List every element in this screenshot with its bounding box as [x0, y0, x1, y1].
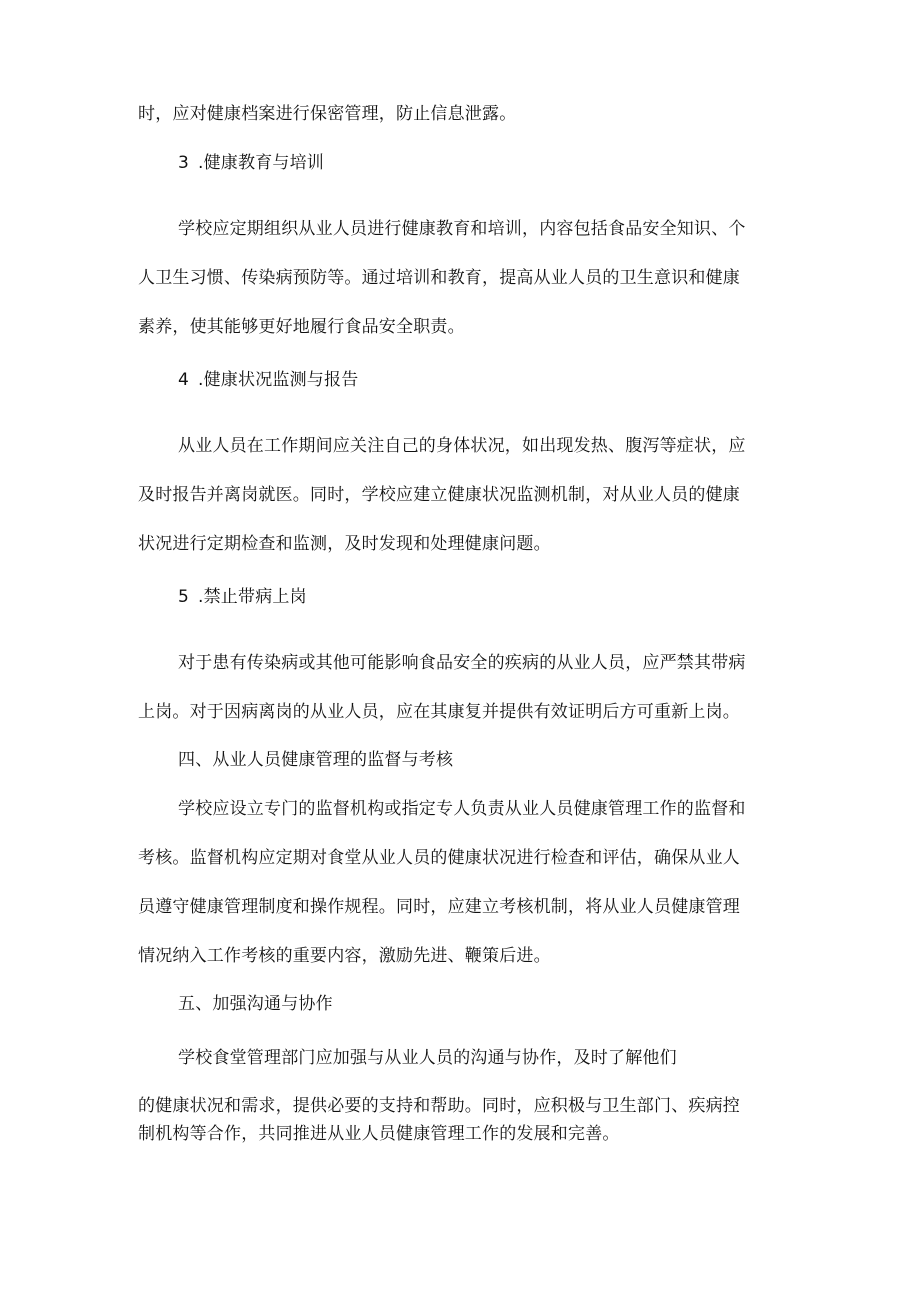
- paragraph-line: 对于患有传染病或其他可能影响食品安全的疾病的从业人员，应严禁其带病: [178, 653, 746, 673]
- paragraph-line: 人卫生习惯、传染病预防等。通过培训和教育，提高从业人员的卫生意识和健康: [138, 268, 740, 288]
- paragraph-line: 时，应对健康档案进行保密管理，防止信息泄露。: [138, 104, 517, 124]
- paragraph-line: 状况进行定期检查和监测，及时发现和处理健康问题。: [138, 534, 551, 554]
- paragraph-line: 制机构等合作，共同推进从业人员健康管理工作的发展和完善。: [138, 1124, 620, 1144]
- paragraph-line: 从业人员在工作期间应关注自己的身体状况，如出现发热、腹泻等症状，应: [178, 436, 746, 456]
- paragraph-line: 上岗。对于因病离岗的从业人员，应在其康复并提供有效证明后方可重新上岗。: [138, 702, 740, 722]
- paragraph-line: 素养，使其能够更好地履行食品安全职责。: [138, 317, 465, 337]
- section-number: 5: [178, 587, 190, 607]
- paragraph-line: 学校应定期组织从业人员进行健康教育和培训，内容包括食品安全知识、个: [178, 219, 746, 239]
- paragraph-line: 的健康状况和需求，提供必要的支持和帮助。同时，应积极与卫生部门、疾病控: [138, 1096, 740, 1116]
- section-number: 3: [178, 153, 190, 173]
- paragraph-line: 学校食堂管理部门应加强与从业人员的沟通与协作，及时了解他们: [178, 1048, 677, 1068]
- section-title: .禁止带病上岗: [198, 587, 307, 607]
- section-title: .健康状况监测与报告: [198, 370, 359, 390]
- paragraph-line: 员遵守健康管理制度和操作规程。同时，应建立考核机制，将从业人员健康管理: [138, 897, 740, 917]
- paragraph-line: 学校应设立专门的监督机构或指定专人负责从业人员健康管理工作的监督和: [178, 799, 746, 819]
- section-heading: [178, 370, 358, 390]
- section-heading: 五、加强沟通与协作: [178, 994, 333, 1014]
- section-title: .健康教育与培训: [198, 153, 325, 173]
- section-number: 4: [178, 370, 190, 390]
- paragraph-line: 及时报告并离岗就医。同时，学校应建立健康状况监测机制，对从业人员的健康: [138, 485, 740, 505]
- paragraph-line: 情况纳入工作考核的重要内容，激励先进、鞭策后进。: [138, 946, 551, 966]
- section-heading: [178, 587, 307, 607]
- paragraph-line: 考核。监督机构应定期对食堂从业人员的健康状况进行检查和评估，确保从业人: [138, 848, 740, 868]
- section-heading: [178, 153, 324, 173]
- section-heading: 四、从业人员健康管理的监督与考核: [178, 750, 454, 770]
